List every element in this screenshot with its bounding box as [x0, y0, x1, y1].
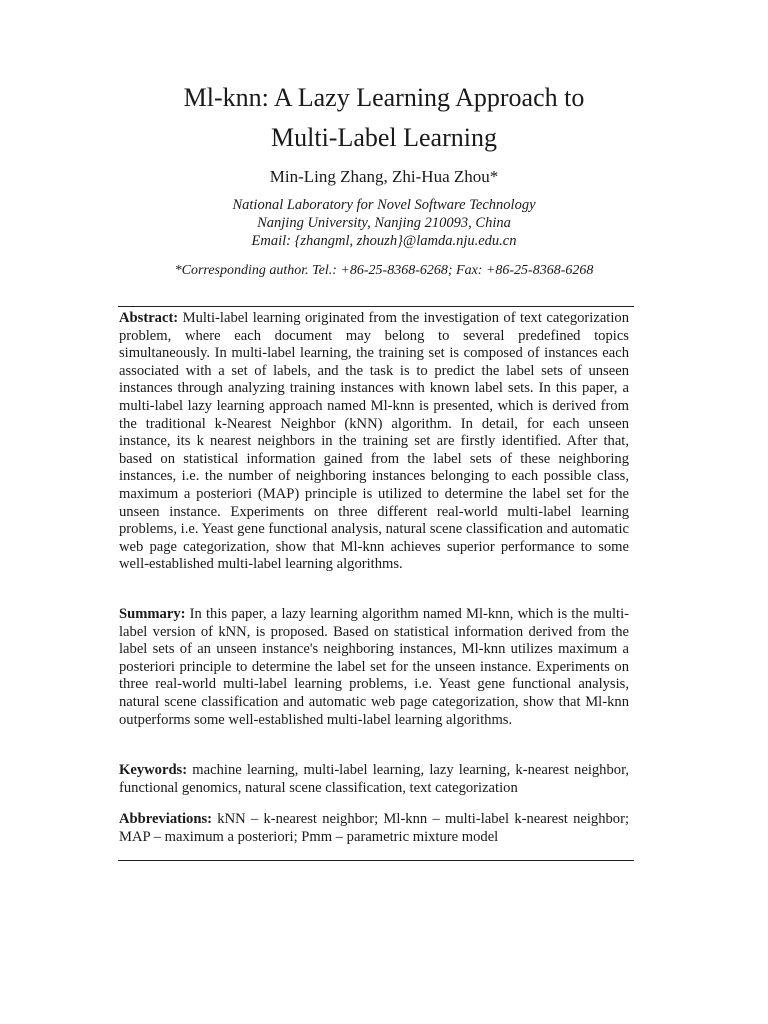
affiliation [0, 196, 768, 250]
affiliation-line-1: National Laboratory for Novel Software Technology [232, 197, 536, 213]
bottom-rule [118, 860, 634, 861]
summary-section [119, 606, 629, 729]
affiliation-email: Email: {zhangml, zhouzh}@lamda.nju.edu.cn [251, 233, 517, 249]
abbreviations-section [119, 811, 629, 846]
keywords-text: machine learning, multi-label learning, lazy learning, k-nearest neighbor, functional genomics, natural scene classification, text categorization [119, 762, 629, 796]
corresponding-author-note: *Corresponding author. Tel.: +86-25-8368-6268; Fax: +86-25-8368-6268 [174, 263, 594, 278]
abbreviations-label: Abbreviations: [119, 811, 212, 827]
keywords-label: Keywords: [119, 762, 188, 778]
title-line-2: Multi-Label Learning [271, 123, 497, 152]
abstract-text: Multi-label learning originated from the investigation of text categorization problem, where each document may belong to several predefined topics simultaneously. In multi-label learning, the training set is composed of instances each associated with a set of labels, and the task is to predict the label sets of unseen instances through analyzing training instances with known label sets. In this paper, a multi-label lazy learning approach named Ml-knn is presented, which is derived from the traditional k-Nearest Neighbor (kNN) algorithm. In detail, for each unseen instance, its k nearest neighbors in the training set are firstly identified. After that, based on statistical information gained from the label sets of these neighboring instances, i.e. the number of neighboring instances belonging to each possible class, maximum a posteriori (MAP) principle is utilized to determine the label set for the unseen instance. Experiments on three different real-world multi-label learning problems, i.e. Yeast gene functional analysis, natural scene classification and automatic web page categorization, show that Ml-knn achieves superior performance to some well-established multi-label learning algorithms. [119, 310, 629, 573]
abstract-section [119, 310, 629, 574]
author-list: Min-Ling Zhang, Zhi-Hua Zhou* [269, 167, 499, 186]
affiliation-line-2: Nanjing University, Nanjing 210093, China [257, 215, 511, 231]
abstract-label: Abstract: [119, 310, 179, 326]
title-line-1: Ml-knn: A Lazy Learning Approach to [183, 83, 585, 112]
summary-label: Summary: [119, 606, 186, 622]
paper-title [0, 78, 768, 158]
top-rule [118, 306, 634, 307]
abbreviations-text: kNN – k-nearest neighbor; Ml-knn – multi-label k-nearest neighbor; MAP – maximum a posteriori; Pmm – parametric mixture model [119, 811, 630, 845]
summary-text: In this paper, a lazy learning algorithm named Ml-knn, which is the multi-label version of kNN, is proposed. Based on statistical information derived from the label sets of an unseen instance's neighboring instances, Ml-knn utilizes maximum a posteriori principle to determine the label set for the unseen instance. Experiments on three real-world multi-label learning problems, i.e. Yeast gene functional analysis, natural scene classification and automatic web page categorization, show that Ml-knn outperforms some well-established multi-label learning algorithms. [119, 606, 629, 728]
keywords-section [119, 762, 629, 797]
